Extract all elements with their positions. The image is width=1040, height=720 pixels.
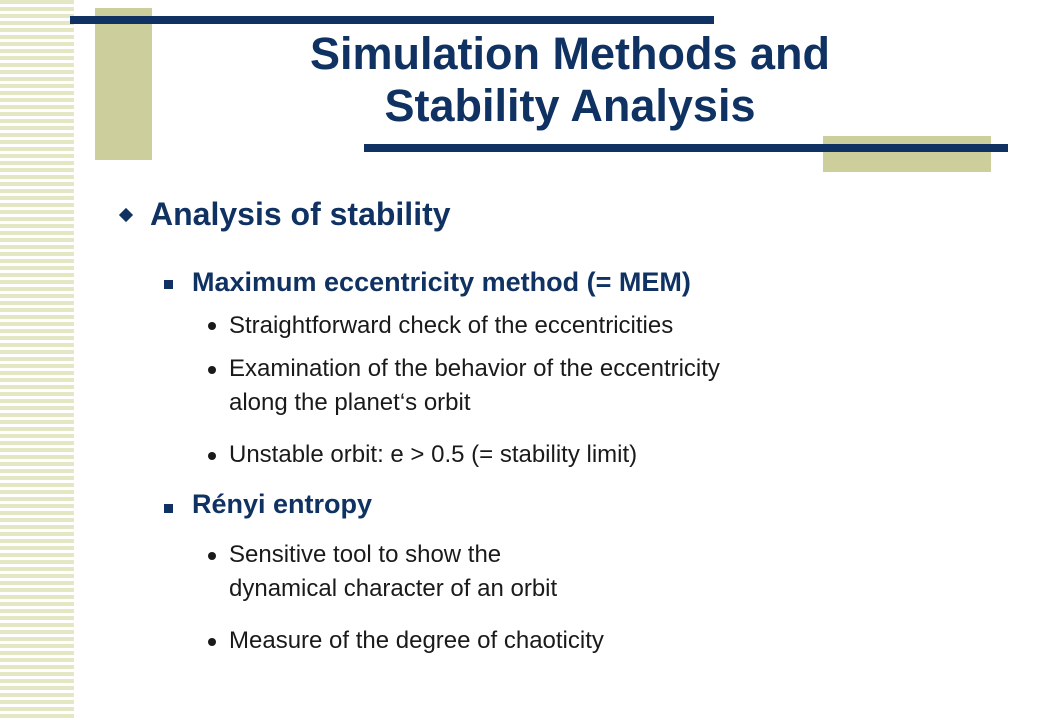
square-bullet-icon (164, 280, 173, 289)
dot-bullet-icon (208, 366, 216, 374)
renyi-heading: Rényi entropy (192, 489, 373, 519)
decor-bar-bottom (364, 144, 1008, 152)
striped-side-band (0, 0, 74, 720)
dot-bullet-icon (208, 452, 216, 460)
diamond-bullet-icon (119, 208, 133, 222)
dot-bullet-icon (208, 552, 216, 560)
mem-heading: Maximum eccentricity method (= MEM) (192, 267, 691, 297)
slide-title (180, 28, 960, 132)
mem-point-2-line-1: Examination of the behavior of the eccentricity (229, 355, 720, 382)
dot-bullet-icon (208, 322, 216, 330)
decor-block-left (95, 8, 152, 160)
mem-point-3: Unstable orbit: e > 0.5 (= stability limit) (229, 441, 638, 468)
title-line-2: Stability Analysis (384, 80, 756, 131)
decor-bar-top (70, 16, 714, 24)
renyi-point-1-line-1: Sensitive tool to show the (229, 541, 502, 568)
mem-point-2 (229, 352, 720, 420)
renyi-point-1 (229, 538, 557, 606)
mem-point-2-line-2: along the planet‘s orbit (229, 389, 471, 416)
renyi-point-1-line-2: dynamical character of an orbit (229, 575, 558, 602)
decor-block-right (823, 136, 991, 172)
renyi-point-2: Measure of the degree of chaoticity (229, 627, 604, 654)
square-bullet-icon (164, 504, 173, 513)
section-heading: Analysis of stability (150, 196, 451, 232)
dot-bullet-icon (208, 638, 216, 646)
mem-point-1: Straightforward check of the eccentricities (229, 312, 674, 339)
title-line-1: Simulation Methods and (309, 28, 830, 79)
